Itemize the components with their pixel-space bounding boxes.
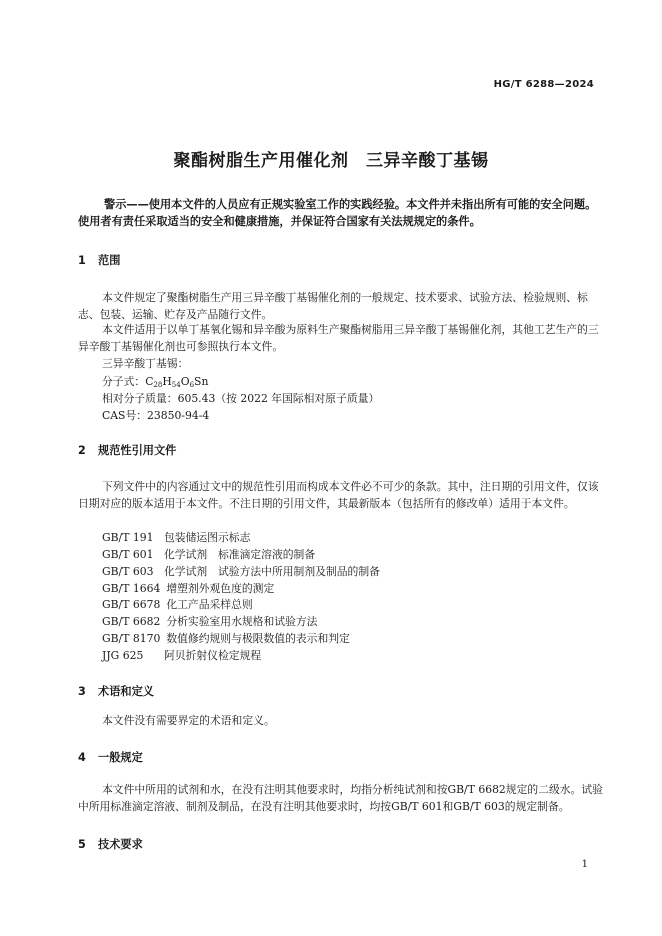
document-title: 聚酯树脂生产用催化剂 三异辛酸丁基锡 <box>173 151 489 171</box>
section-title: 规范性引用文件 <box>98 444 177 457</box>
formula-h: H <box>162 375 172 388</box>
section-heading-scope <box>78 252 120 268</box>
section-title: 一般规定 <box>98 751 143 764</box>
reference-title: 数值修约规则与极限数值的表示和判定 <box>166 632 350 645</box>
section-title: 范围 <box>98 254 121 267</box>
reference-title: 化工产品采样总则 <box>166 598 253 611</box>
reference-title: 化学试剂 标准滴定溶液的制备 <box>164 548 316 561</box>
reference-title: 分析实验室用水规格和试验方法 <box>166 615 318 628</box>
reference-item <box>102 648 261 663</box>
formula-c-count: 28 <box>153 381 163 389</box>
compound-name: 三异辛酸丁基锡： <box>102 357 189 370</box>
reference-title: 化学试剂 试验方法中所用制剂及制品的制备 <box>164 565 380 578</box>
reference-title: 包装储运图示标志 <box>164 531 251 544</box>
molecular-weight: 相对分子质量：605.43（按 2022 年国际相对原子质量） <box>102 392 380 405</box>
reference-item <box>102 614 317 629</box>
section-number: 1 <box>78 254 86 267</box>
reference-item <box>102 530 250 545</box>
section-title: 技术要求 <box>98 838 143 851</box>
reference-title: 阿贝折射仪检定规程 <box>164 649 262 662</box>
general-paragraph: 本文件中所用的试剂和水，在没有注明其他要求时，均指分析纯试剂和按GB/T 6682规定的二级水。试验中所用标准滴定溶液、制剂及制品，在没有注明其他要求时，均按GB/T 601和GB/T 603的规定制备。 <box>78 783 603 813</box>
section-title: 术语和定义 <box>98 685 154 698</box>
reference-item <box>102 547 315 562</box>
reference-item <box>102 631 350 646</box>
reference-item <box>102 581 274 596</box>
reference-code: GB/T 603 <box>102 565 154 578</box>
terms-paragraph: 本文件没有需要界定的术语和定义。 <box>102 714 275 727</box>
page-number: 1 <box>581 859 588 870</box>
reference-item <box>102 597 253 612</box>
reference-code: GB/T 8170 <box>102 632 161 645</box>
formula-o-count: 6 <box>189 381 195 389</box>
reference-code: GB/T 6678 <box>102 598 161 611</box>
formula-label: 分子式： <box>102 375 146 388</box>
section-number: 4 <box>78 751 86 764</box>
reference-code: GB/T 191 <box>102 531 154 544</box>
section-heading-general <box>78 749 143 765</box>
section-number: 5 <box>78 838 86 851</box>
standard-code: HG/T 6288—2024 <box>493 79 594 90</box>
cas-number: CAS号：23850-94-4 <box>102 409 210 422</box>
scope-paragraph-1: 本文件规定了聚酯树脂生产用三异辛酸丁基锡催化剂的一般规定、技术要求、试验方法、检验规则、标志、包装、运输、贮存及产品随行文件。 <box>78 291 588 321</box>
scope-paragraph-2: 本文件适用于以单丁基氧化锡和异辛酸为原料生产聚酯树脂用三异辛酸丁基锡催化剂，其他工艺生产的三异辛酸丁基锡催化剂也可参照执行本文件。 <box>78 323 599 353</box>
reference-code: GB/T 6682 <box>102 615 161 628</box>
warning-paragraph: 警示——使用本文件的人员应有正规实验室工作的实践经验。本文件并未指出所有可能的安全问题。使用者有责任采取适当的安全和健康措施，并保证符合国家有关法规规定的条件。 <box>78 198 597 228</box>
section-heading-terms <box>78 683 154 699</box>
reference-code: GB/T 1664 <box>102 582 161 595</box>
formula-o: O <box>180 375 190 388</box>
formula-h-count: 54 <box>171 381 181 389</box>
section-heading-technical <box>78 836 143 852</box>
reference-item <box>102 564 380 579</box>
reference-code: GB/T 601 <box>102 548 154 561</box>
formula-c: C <box>145 375 154 388</box>
formula-sn: Sn <box>194 375 209 388</box>
section-number: 3 <box>78 685 86 698</box>
section-number: 2 <box>78 444 86 457</box>
normative-intro: 下列文件中的内容通过文中的规范性引用而构成本文件必不可少的条款。其中，注日期的引用文件，仅该日期对应的版本适用于本文件。不注日期的引用文件，其最新版本（包括所有的修改单）适用于本文件。 <box>78 480 599 510</box>
reference-code: JJG 625 <box>102 649 144 662</box>
section-heading-normative <box>78 442 176 458</box>
molecular-formula <box>102 374 208 389</box>
reference-title: 增塑剂外观色度的测定 <box>166 582 275 595</box>
